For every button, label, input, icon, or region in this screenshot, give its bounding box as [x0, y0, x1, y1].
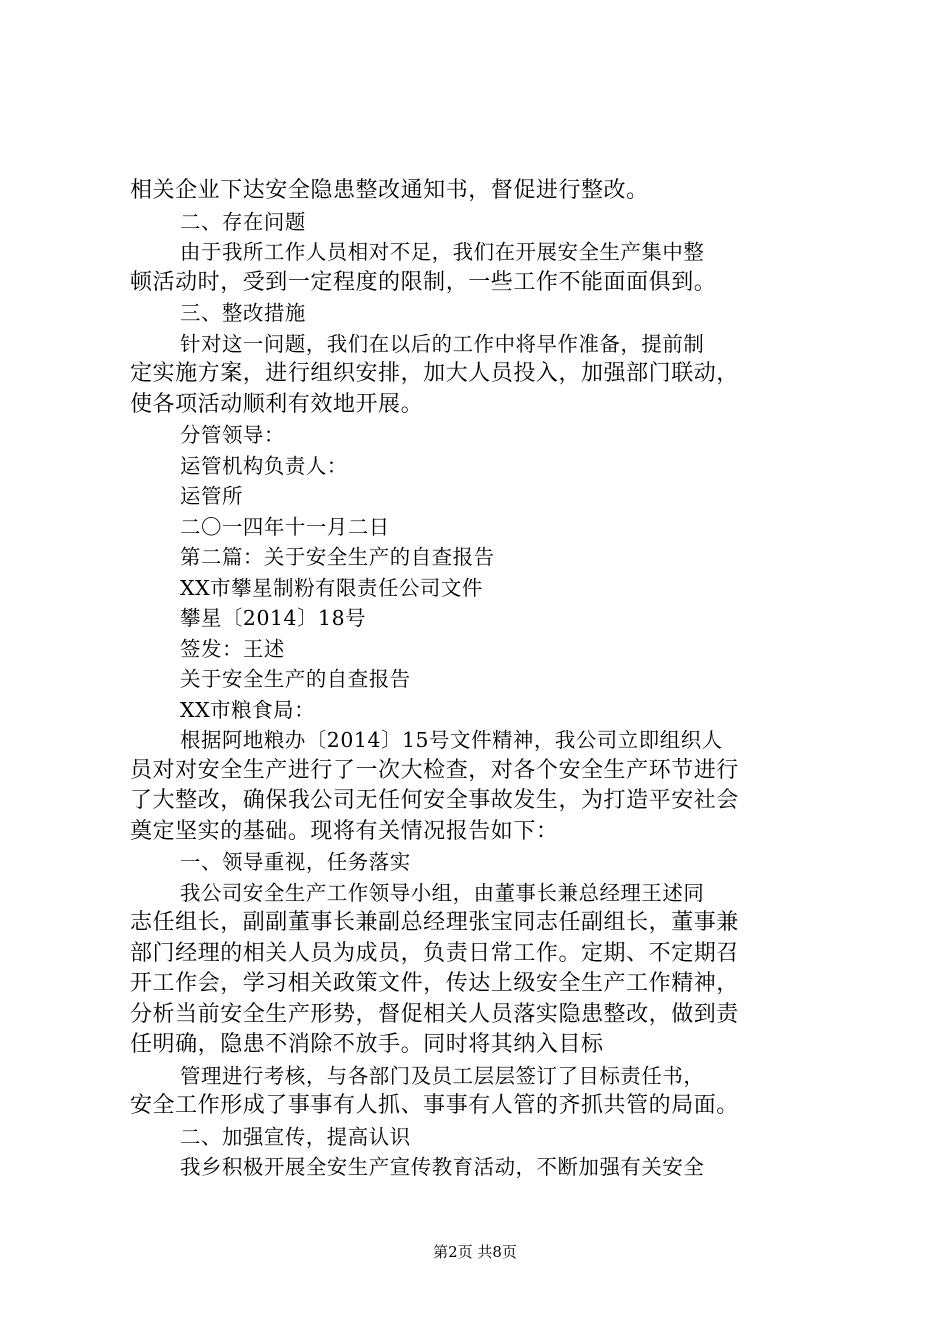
text-line: 二〇一四年十一月二日 [180, 514, 390, 539]
page-footer [0, 1242, 950, 1262]
text-line: 部门经理的相关人员为成员，负责日常工作。定期、不定期召 [130, 940, 739, 966]
text-line: 奠定坚实的基础。现将有关情况报告如下： [130, 818, 559, 844]
text-line: 分管领导： [180, 423, 285, 447]
text-line: 一、领导重视，任务落实 [180, 850, 411, 874]
text-line: 定实施方案，进行组织安排，加大人员投入，加强部门联动， [130, 361, 739, 386]
text-line: 第二篇：关于安全生产的自查报告 [180, 545, 495, 569]
text-line: 员对对安全生产进行了一次大检查，对各个安全生产环节进行 [130, 757, 739, 783]
text-line: 运管机构负责人： [180, 453, 348, 478]
document-body [130, 176, 830, 1183]
text-line: 我乡积极开展全安生产宣传教育活动，不断加强有关安全 [180, 1155, 705, 1179]
text-line: XX市粮食局： [180, 697, 316, 722]
text-line: 相关企业下达安全隐患整改通知书，督促进行整改。 [130, 178, 649, 203]
text-line: 攀星〔2014〕18号 [180, 606, 367, 630]
text-line: 任明确，隐患不消除不放手。同时将其纳入目标 [130, 1032, 604, 1057]
page-number-label: 第2页 共8页 [433, 1243, 517, 1261]
text-line: 管理进行考核，与各部门及员工层层签订了目标责任书， [180, 1063, 705, 1088]
text-line: 我公司安全生产工作领导小组，由董事长兼总经理王述同 [180, 880, 705, 905]
text-line: 运管所 [180, 484, 243, 508]
text-line: 使各项活动顺利有效地开展。 [130, 391, 424, 417]
text-line: 志任组长，副副董事长兼副总经理张宝同志任副组长，董事兼 [130, 910, 739, 935]
text-line: 了大整改，确保我公司无任何安全事故发生，为打造平安社会 [130, 788, 739, 813]
text-line: 由于我所工作人员相对不足，我们在开展安全生产集中整 [180, 240, 705, 264]
text-line: 针对这一问题，我们在以后的工作中将早作准备，提前制 [180, 331, 705, 356]
text-line: 关于安全生产的自查报告 [180, 667, 411, 691]
text-line: 签发：王述 [180, 636, 285, 661]
text-line: 二、加强宣传，提高认识 [180, 1124, 411, 1149]
text-line: XX市攀星制粉有限责任公司文件 [180, 575, 483, 600]
text-line: 安全工作形成了事事有人抓、事事有人管的齐抓共管的局面。 [130, 1093, 739, 1118]
text-line: 根据阿地粮办〔2014〕15号文件精神，我公司立即组织人 [180, 728, 723, 752]
text-line: 分析当前安全生产形势，督促相关人员落实隐患整改，做到责 [130, 1001, 739, 1027]
text-line: 二、存在问题 [180, 209, 306, 234]
text-line: 顿活动时，受到一定程度的限制，一些工作不能面面俱到。 [130, 269, 717, 295]
text-line: 三、整改措施 [180, 301, 306, 325]
text-line: 开工作会，学习相关政策文件，传达上级安全生产工作精神， [130, 971, 739, 996]
